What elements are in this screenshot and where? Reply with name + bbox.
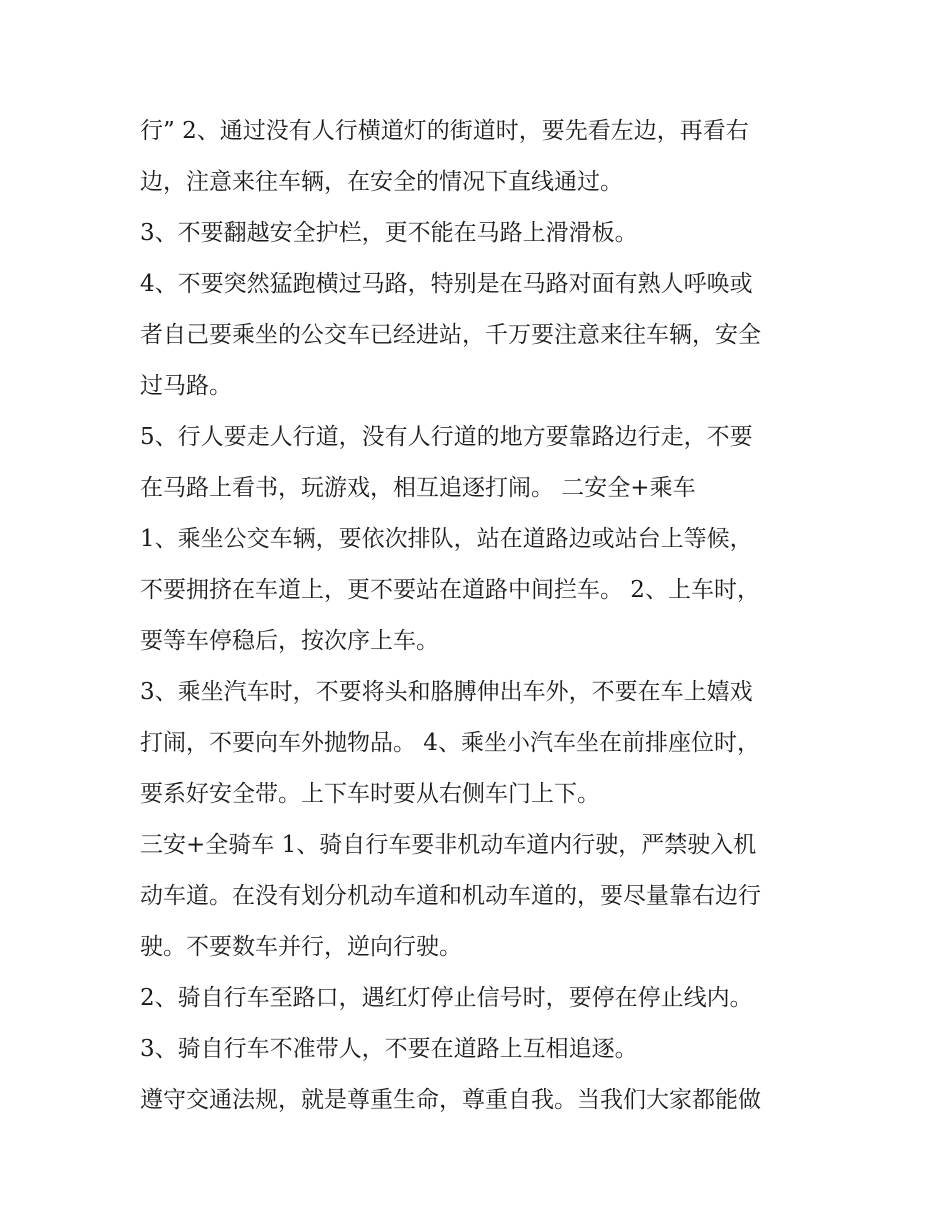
- text-line: 要等车停稳后，按次序上车。: [140, 628, 439, 654]
- text-line: 边，注意来往车辆，在安全的情况下直线通过。: [140, 169, 623, 195]
- text-line: 者自己要乘坐的公交车已经进站，千万要注意来往车辆，安全: [140, 322, 761, 348]
- text-line: 驶。不要数车并行，逆向行驶。: [140, 934, 462, 960]
- text-line: 要系好安全带。上下车时要从右侧车门上下。: [140, 781, 600, 807]
- document-body: [140, 106, 830, 1126]
- text-line: 3、乘坐汽车时，不要将头和胳膊伸出车外，不要在车上嬉戏: [140, 679, 753, 705]
- text-line: 5、行人要走人行道，没有人行道的地方要靠路边行走，不要: [140, 424, 753, 450]
- text-line: 遵守交通法规，就是尊重生命，尊重自我。当我们大家都能做: [140, 1087, 761, 1113]
- text-line: 在马路上看书，玩游戏，相互追逐打闹。 二安全+乘车: [140, 475, 696, 501]
- text-line: 不要拥挤在车道上，更不要站在道路中间拦车。 2、上车时，: [140, 577, 760, 603]
- text-line: 4、不要突然猛跑横过马路，特别是在马路对面有熟人呼唤或: [140, 271, 753, 297]
- text-line: 过马路。: [140, 373, 232, 399]
- text-line: 3、骑自行车不准带人，不要在道路上互相追逐。: [140, 1036, 638, 1062]
- text-line: 行” 2、通过没有人行横道灯的街道时，要先看左边，再看右: [140, 118, 749, 144]
- text-line: 2、骑自行车至路口，遇红灯停止信号时，要停在停止线内。: [140, 985, 753, 1011]
- text-line: 动车道。在没有划分机动车道和机动车道的，要尽量靠右边行: [140, 883, 761, 909]
- text-line: 打闹，不要向车外抛物品。 4、乘坐小汽车坐在前排座位时，: [140, 730, 760, 756]
- text-line: 1、乘坐公交车辆，要依次排队，站在道路边或站台上等候，: [140, 526, 753, 552]
- text-line: 三安+全骑车 1、骑自行车要非机动车道内行驶，严禁驶入机: [140, 832, 757, 858]
- text-line: 3、不要翻越安全护栏，更不能在马路上滑滑板。: [140, 220, 638, 246]
